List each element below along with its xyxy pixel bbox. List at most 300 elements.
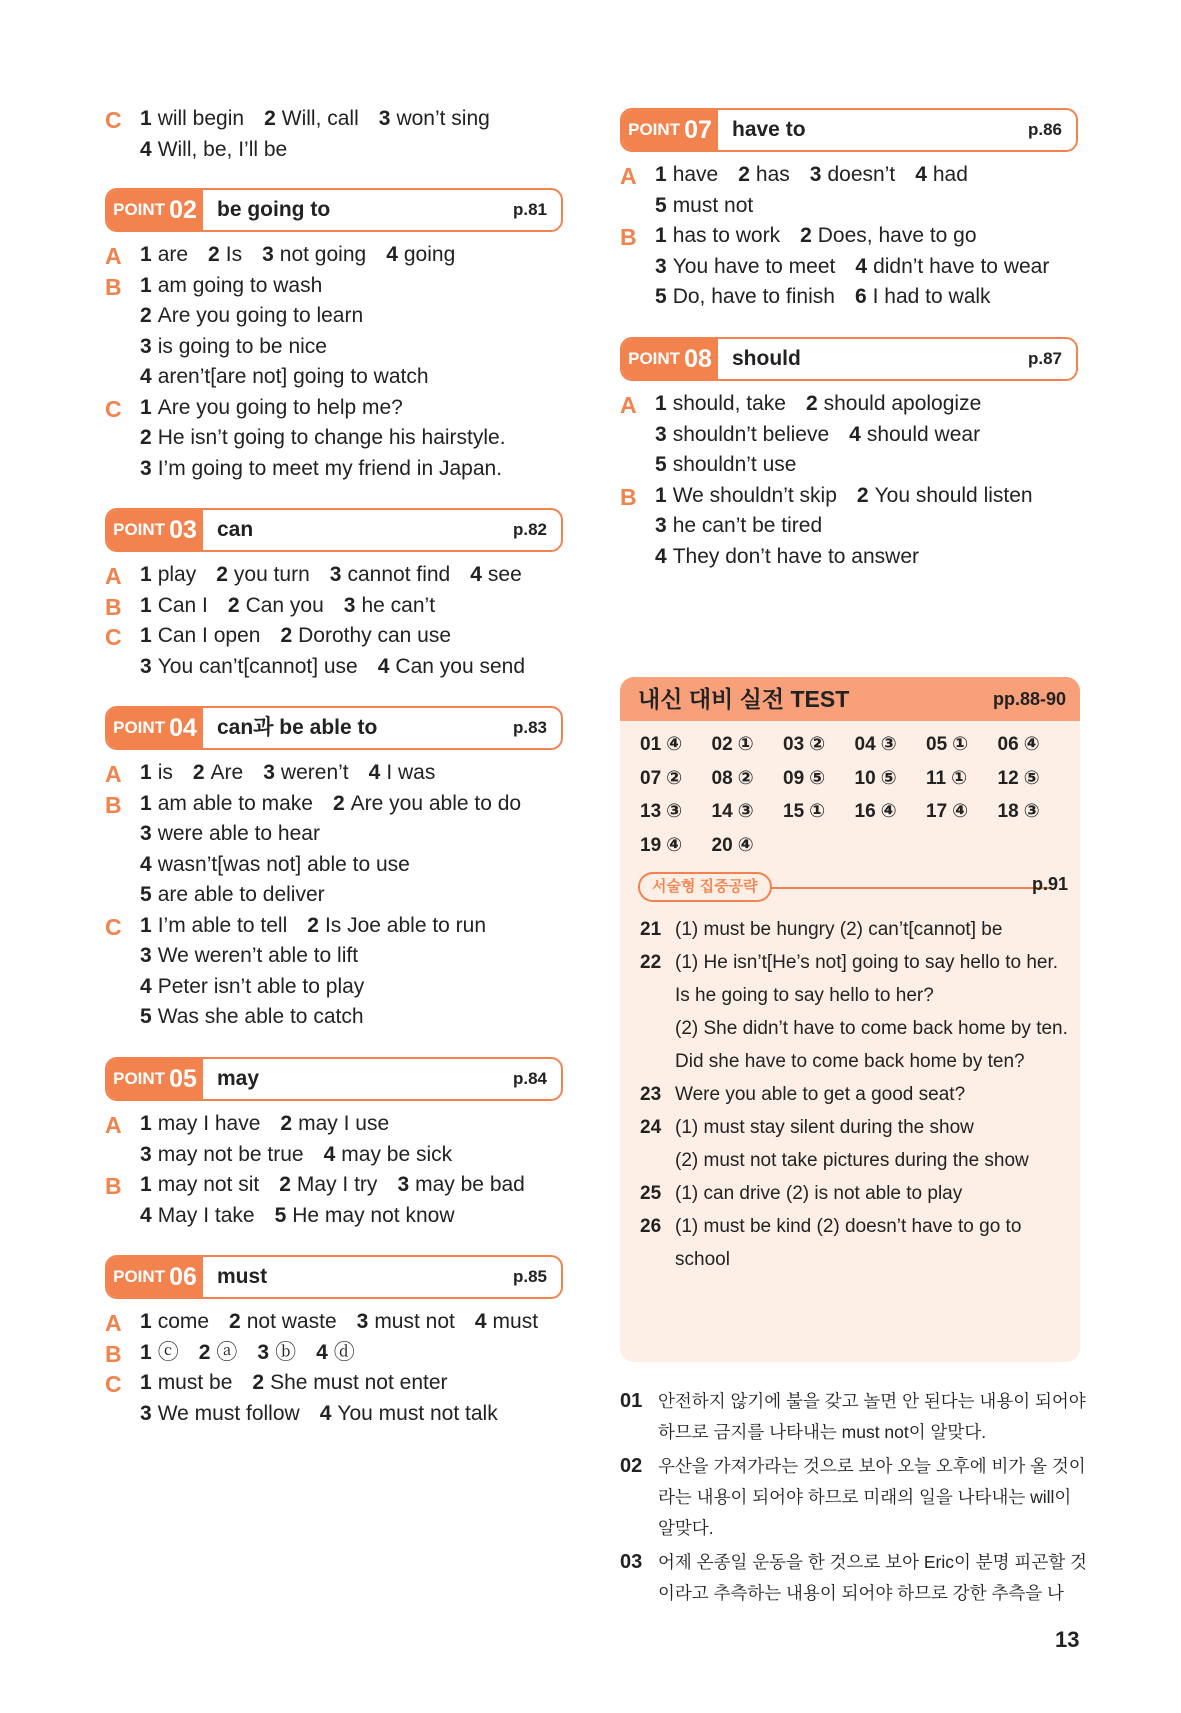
item-answer: We shouldn’t skip: [672, 483, 837, 507]
writing-number: 23: [640, 1084, 662, 1105]
item-number: 4: [470, 563, 482, 586]
answer-number: 17: [926, 801, 948, 822]
answer-items: [140, 1338, 375, 1369]
writing-divider: [770, 887, 1050, 889]
item-answer: Can I: [157, 593, 208, 617]
point-page-ref: p.86: [1027, 120, 1062, 139]
answer-items: [140, 104, 510, 135]
item-number: 4: [140, 137, 152, 161]
item-answer: ⓑ: [275, 1340, 297, 1364]
item-number: 1: [655, 392, 667, 415]
item-number: 1: [140, 1112, 152, 1135]
item-number: 3: [140, 822, 152, 845]
item-number: 3: [140, 456, 152, 480]
explanation-number: 02: [620, 1455, 643, 1477]
item-number: 2: [332, 791, 345, 815]
answer-items: [140, 271, 342, 302]
answer-cell: [640, 800, 711, 823]
point-label: POINT: [113, 1069, 166, 1088]
answer-cell: [926, 800, 997, 823]
answer-number: 01: [640, 734, 662, 755]
item-number: 3: [263, 761, 275, 784]
answer-choice: ⑤: [880, 767, 897, 789]
answer-number: 03: [783, 734, 805, 755]
point-page-ref: p.84: [512, 1069, 547, 1088]
answer-cell: [855, 767, 926, 790]
item-answer: will begin: [157, 107, 245, 130]
item-number: 1: [140, 395, 152, 419]
answer-number: 04: [854, 734, 876, 755]
answer-choice: ①: [952, 734, 969, 755]
item-answer: should apologize: [823, 392, 982, 415]
item-number: 1: [140, 243, 152, 266]
item-answer: won’t sing: [396, 107, 490, 130]
point-page-ref: p.82: [512, 520, 547, 539]
answer-number: 12: [997, 767, 1019, 789]
item-answer: I was: [386, 761, 436, 784]
answer-items: [140, 880, 345, 911]
writing-number: 25: [640, 1183, 662, 1204]
point-label: POINT: [113, 520, 166, 539]
answer-items: [140, 1399, 518, 1430]
explanation-text: 안전하지 않기에 불을 갖고 놀면 안 된다는 내용이 되어야 하므로 금지를 나타내는 must not이 알맞다.: [658, 1391, 1086, 1442]
item-answer: must: [492, 1310, 539, 1333]
item-number: 1: [140, 1340, 152, 1364]
explanation-item: [620, 1386, 1090, 1448]
answer-number: 20: [711, 834, 733, 856]
item-number: 3: [655, 514, 667, 537]
point-label: POINT: [113, 200, 166, 219]
answer-choice: ③: [737, 801, 754, 822]
item-answer: We must follow: [157, 1401, 300, 1425]
item-number: 3: [655, 254, 667, 278]
item-answer: I had to walk: [872, 285, 991, 308]
question-letter: A: [105, 563, 122, 589]
answer-items: [655, 420, 1000, 451]
item-number: 1: [140, 563, 152, 586]
item-answer: ⓐ: [216, 1340, 238, 1364]
question-letter: B: [105, 593, 122, 620]
answer-cell: [640, 733, 711, 756]
point-page-ref: p.83: [512, 718, 547, 737]
item-answer: going: [403, 243, 456, 266]
item-answer: May I try: [296, 1173, 378, 1196]
item-answer: am going to wash: [157, 273, 323, 297]
answer-cell: [712, 834, 783, 857]
item-answer: have: [672, 163, 719, 186]
writing-line: (2) She didn’t have to come back home by ten.: [675, 1018, 1068, 1039]
answer-items: [655, 481, 1053, 512]
item-answer: Does, have to go: [817, 224, 977, 247]
writing-line: Is he going to say hello to her?: [675, 985, 934, 1006]
item-number: 2: [252, 1371, 265, 1394]
item-answer: may be sick: [341, 1142, 453, 1166]
question-letter: C: [105, 1371, 122, 1397]
item-number: 3: [356, 1310, 369, 1333]
item-answer: She must not enter: [270, 1371, 448, 1394]
answer-cell: [783, 767, 854, 790]
answer-items: [655, 542, 939, 573]
answer-choice: ③: [1023, 801, 1040, 822]
answer-items: [140, 393, 423, 424]
item-number: 5: [655, 285, 667, 308]
point-tab: [107, 510, 203, 550]
answer-cell: [712, 767, 783, 790]
answer-items: [140, 362, 449, 393]
answer-cell: [712, 800, 783, 823]
item-number: 5: [140, 1005, 152, 1028]
item-answer: doesn’t: [827, 163, 896, 186]
point-title: be going to: [217, 198, 331, 221]
item-answer: Is: [225, 243, 243, 266]
question-letter: B: [105, 791, 122, 818]
item-answer: must be: [157, 1371, 233, 1394]
question-letter: B: [105, 1173, 122, 1199]
item-answer: are able to deliver: [157, 883, 325, 906]
point-header-03: [105, 508, 563, 552]
item-answer: were able to hear: [157, 822, 320, 845]
question-letter: C: [105, 913, 122, 940]
explanations: [620, 1386, 1090, 1612]
answer-cell: [640, 834, 711, 857]
point-title: have to: [732, 118, 806, 141]
item-answer: come: [157, 1310, 210, 1333]
point-title: must: [217, 1265, 268, 1288]
answer-choice: ⑤: [1023, 767, 1040, 789]
answer-items: [140, 621, 471, 652]
answer-items: [140, 423, 526, 454]
answer-number: 07: [640, 767, 662, 789]
point-tab: [622, 110, 718, 150]
item-number: 4: [319, 1401, 332, 1425]
question-letter: C: [105, 107, 122, 133]
answer-items: [140, 758, 455, 789]
writing-number: 26: [640, 1216, 662, 1237]
item-answer: He may not know: [292, 1203, 455, 1227]
item-number: 3: [140, 1142, 152, 1166]
point-page-ref: p.87: [1027, 349, 1062, 368]
answer-cell: [998, 733, 1069, 756]
item-answer: must not: [672, 193, 754, 217]
item-answer: he can’t be tired: [672, 514, 823, 537]
item-number: 4: [386, 243, 398, 266]
item-answer: may I have: [157, 1112, 261, 1135]
answer-number: 13: [640, 801, 662, 822]
item-number: 1: [140, 273, 152, 297]
answer-items: [140, 332, 347, 363]
point-page-ref: p.81: [512, 200, 547, 219]
writing-line: Were you able to get a good seat?: [675, 1084, 966, 1105]
item-answer: Can you send: [395, 654, 526, 678]
writing-number: 21: [640, 919, 662, 940]
writing-item: [640, 1111, 1070, 1177]
point-tab: [107, 190, 203, 230]
item-number: 4: [140, 852, 152, 876]
writing-page-ref: p.91: [1031, 874, 1068, 894]
item-answer: are: [157, 243, 189, 266]
writing-line: (1) must be kind (2) doesn’t have to go to school: [675, 1216, 1022, 1270]
answer-cell: [926, 767, 997, 790]
answer-cell: [998, 800, 1069, 823]
writing-number: 22: [640, 952, 662, 973]
answer-number: 11: [926, 767, 947, 789]
item-number: 5: [274, 1203, 287, 1227]
item-answer: see: [487, 563, 522, 586]
point-number: 06: [169, 1262, 197, 1291]
item-number: 1: [140, 761, 152, 784]
point-tab: [107, 1257, 203, 1297]
item-answer: Can I open: [157, 624, 261, 647]
answer-items: [655, 282, 1011, 313]
item-number: 5: [655, 193, 667, 217]
answer-choice: ②: [666, 767, 683, 789]
item-number: 4: [140, 365, 152, 388]
item-number: 1: [140, 791, 152, 815]
point-number: 05: [169, 1064, 197, 1093]
item-number: 2: [227, 593, 240, 617]
question-letter: C: [105, 395, 122, 422]
answer-number: 05: [926, 734, 948, 755]
item-number: 2: [208, 243, 220, 266]
answer-choice: ④: [880, 801, 897, 822]
answer-items: [140, 972, 384, 1003]
answer-number: 09: [783, 767, 805, 789]
item-number: 1: [655, 483, 667, 507]
answer-items: [140, 301, 383, 332]
item-answer: You have to meet: [672, 254, 836, 278]
answer-choice: ④: [952, 801, 969, 822]
item-answer: May I take: [157, 1203, 255, 1227]
item-answer: ⓓ: [333, 1340, 355, 1364]
item-answer: is going to be nice: [157, 334, 327, 358]
item-answer: may not sit: [157, 1173, 260, 1196]
item-answer: should, take: [672, 392, 786, 415]
item-number: 4: [316, 1340, 328, 1364]
item-answer: Is Joe able to run: [324, 913, 487, 937]
item-answer: Can you: [245, 593, 324, 617]
item-answer: Are you going to learn: [157, 304, 364, 327]
question-letter: B: [105, 273, 122, 300]
item-answer: I’m able to tell: [157, 913, 288, 937]
item-number: 5: [655, 453, 667, 476]
answer-cell: [855, 800, 926, 823]
item-number: 1: [140, 1173, 152, 1196]
answer-items: [140, 1201, 475, 1232]
answer-choice: ⑤: [809, 767, 826, 789]
item-number: 2: [264, 107, 276, 130]
point-tab: [622, 339, 718, 379]
point-label: POINT: [628, 120, 681, 139]
point-number: 02: [169, 195, 197, 224]
question-letter: A: [105, 1310, 122, 1336]
item-number: 4: [140, 974, 152, 998]
writing-number: 24: [640, 1117, 662, 1138]
point-number: 07: [684, 115, 712, 144]
item-answer: I’m going to meet my friend in Japan.: [157, 456, 503, 480]
point-header-05: [105, 1057, 563, 1101]
answer-items: [140, 789, 541, 820]
item-answer: may not be true: [157, 1142, 304, 1166]
item-number: 4: [655, 544, 667, 568]
item-answer: Are you able to do: [350, 791, 522, 815]
item-answer: has to work: [672, 224, 781, 247]
point-tab: [107, 1059, 203, 1099]
answer-number: 16: [854, 801, 876, 822]
answer-choice: ②: [809, 734, 826, 755]
writing-line: (1) He isn’t[He’s not] going to say hello to her.: [675, 952, 1059, 973]
item-number: 3: [655, 422, 667, 446]
answer-items: [140, 591, 455, 622]
item-answer: aren’t[are not] going to watch: [157, 365, 429, 388]
writing-item: [640, 1210, 1070, 1276]
item-answer: You should listen: [874, 483, 1033, 507]
answer-choice: ④: [666, 734, 683, 755]
answer-number: 02: [711, 734, 733, 755]
item-answer: Are you going to help me?: [157, 395, 403, 419]
point-header-04: [105, 706, 563, 750]
item-number: 2: [280, 1112, 293, 1135]
item-number: 2: [279, 1173, 291, 1196]
answer-cell: [712, 733, 783, 756]
answer-items: [140, 941, 378, 972]
test-title: 내신 대비 실전 TEST: [638, 686, 850, 712]
item-number: 2: [738, 163, 750, 186]
question-letter: A: [105, 761, 122, 787]
explanation-number: 03: [620, 1551, 643, 1573]
answer-cell: [640, 767, 711, 790]
item-number: 4: [323, 1142, 336, 1166]
explanation-number: 01: [620, 1390, 643, 1412]
item-answer: wasn’t[was not] able to use: [157, 852, 410, 876]
answer-choice: ④: [1023, 734, 1040, 755]
item-number: 2: [800, 224, 812, 247]
answer-cell: [926, 733, 997, 756]
answer-items: [140, 1109, 409, 1140]
point-number: 04: [169, 713, 197, 742]
question-letter: A: [620, 392, 637, 418]
item-answer: You must not talk: [337, 1401, 498, 1425]
item-answer: ⓒ: [157, 1340, 179, 1364]
item-answer: should wear: [866, 422, 981, 446]
point-tab: [107, 708, 203, 748]
answer-items: [140, 135, 307, 166]
explanation-item: [620, 1547, 1090, 1609]
test-page-ref: pp.88-90: [992, 689, 1066, 709]
explanation-item: [620, 1451, 1090, 1544]
answer-items: [655, 389, 1001, 420]
item-answer: he can’t: [361, 593, 436, 617]
answer-items: [655, 191, 773, 222]
question-letter: A: [620, 163, 637, 189]
item-answer: Will, call: [281, 107, 359, 130]
item-number: 2: [307, 913, 319, 937]
item-number: 2: [805, 392, 818, 415]
item-answer: Do, have to finish: [672, 285, 835, 308]
writing-item: [640, 1078, 1070, 1111]
item-number: 3: [343, 593, 356, 617]
point-header-07: [620, 108, 1078, 152]
answer-items: [655, 160, 988, 191]
writing-line: (2) must not take pictures during the show: [675, 1150, 1029, 1171]
writing-line: (1) must stay silent during the show: [675, 1117, 974, 1138]
item-number: 2: [216, 563, 228, 586]
item-answer: You can’t[cannot] use: [157, 654, 358, 678]
item-answer: play: [157, 563, 197, 586]
item-answer: Peter isn’t able to play: [157, 974, 365, 998]
item-number: 2: [280, 624, 293, 647]
question-letter: B: [620, 483, 637, 510]
item-number: 1: [140, 1371, 152, 1394]
item-answer: Was she able to catch: [157, 1005, 364, 1028]
item-number: 1: [655, 163, 667, 186]
item-number: 6: [854, 285, 867, 308]
answer-choice: ④: [666, 834, 683, 856]
explanation-text: 어제 온종일 운동을 한 것으로 보아 Eric이 분명 피곤할 것이라고 추측하는 내용이 되어야 하므로 강한 추측을 나: [658, 1552, 1087, 1603]
question-letter: B: [620, 224, 637, 250]
item-answer: We weren’t able to lift: [157, 944, 359, 967]
item-answer: may be bad: [415, 1173, 525, 1196]
writing-line: (1) can drive (2) is not able to play: [675, 1183, 963, 1204]
item-answer: not going: [279, 243, 367, 266]
writing-line: Did she have to come back home by ten?: [675, 1051, 1025, 1072]
answer-choice: ①: [809, 801, 826, 822]
answer-number: 15: [783, 801, 805, 822]
answer-number: 08: [711, 767, 733, 789]
item-number: 1: [655, 224, 667, 247]
item-answer: They don’t have to answer: [672, 544, 919, 568]
point-header-06: [105, 1255, 563, 1299]
writing-section-label: 서술형 집중공략: [638, 872, 772, 902]
item-answer: cannot find: [347, 563, 451, 586]
test-box: [620, 677, 1080, 1362]
item-number: 4: [849, 422, 861, 446]
item-number: 1: [140, 1310, 152, 1333]
answer-number: 14: [711, 801, 733, 822]
item-number: 1: [140, 593, 152, 617]
answer-items: [140, 1307, 558, 1338]
answer-items: [140, 560, 542, 591]
item-number: 4: [140, 1203, 152, 1227]
point-title: can: [217, 518, 254, 541]
point-number: 08: [684, 344, 712, 373]
item-number: 4: [474, 1310, 487, 1333]
test-header: [620, 677, 1080, 721]
writing-answers: [640, 913, 1070, 1276]
item-number: 3: [378, 107, 391, 130]
item-answer: had: [932, 163, 968, 186]
point-title: should: [732, 347, 801, 370]
item-number: 3: [397, 1173, 410, 1196]
point-title: can과 be able to: [217, 716, 378, 739]
question-letter: C: [105, 624, 122, 650]
answer-items: [655, 252, 1069, 283]
question-letter: B: [105, 1340, 122, 1367]
item-number: 3: [140, 654, 152, 678]
item-number: 4: [368, 761, 381, 784]
answer-items: [140, 652, 545, 683]
explanation-text: 우산을 가져가라는 것으로 보아 오늘 오후에 비가 올 것이라는 내용이 되어야 하므로 미래의 일을 나타내는 will이 알맞다.: [658, 1456, 1086, 1538]
answer-number: 19: [640, 834, 662, 856]
point-title: may: [217, 1067, 260, 1090]
item-answer: shouldn’t use: [672, 453, 797, 476]
item-answer: is: [157, 761, 173, 784]
item-number: 3: [329, 563, 342, 586]
item-answer: shouldn’t believe: [672, 422, 830, 446]
point-label: POINT: [113, 1267, 166, 1286]
item-number: 3: [140, 1401, 152, 1425]
item-number: 4: [855, 254, 868, 278]
answer-cell: [783, 800, 854, 823]
